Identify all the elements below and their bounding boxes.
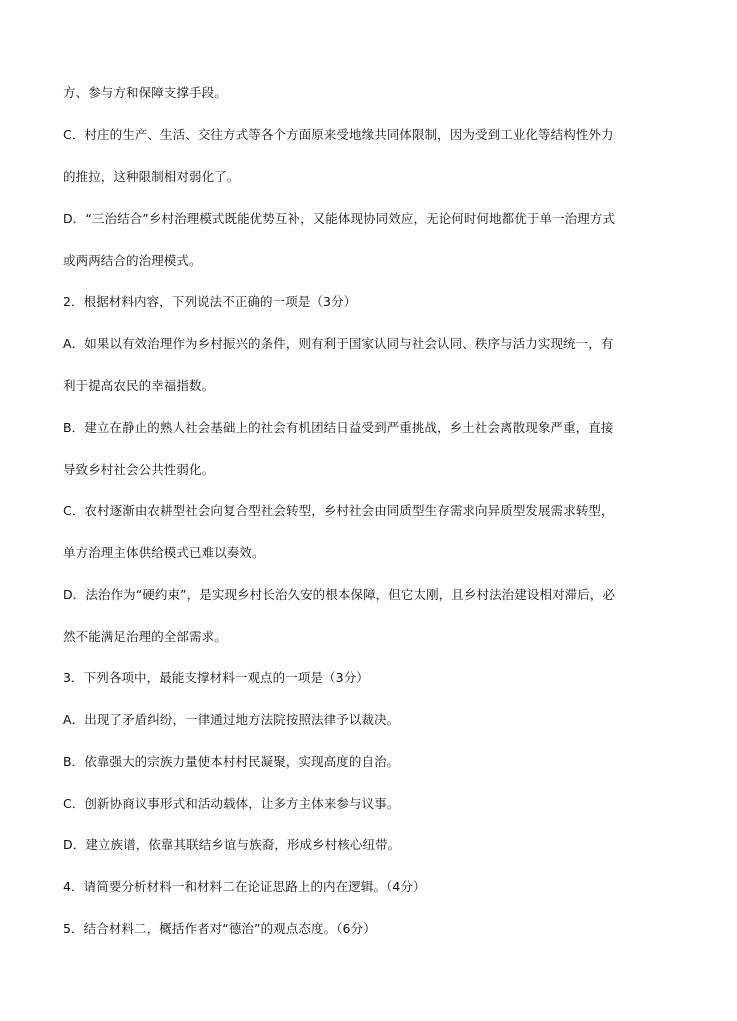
text-line: 导致乡村社会公共性弱化。 <box>63 462 215 477</box>
option-b-q3: B．依靠强大的宗族力量使本村村民凝聚，实现高度的自治。 <box>63 754 400 769</box>
question-4: 4．请简要分析材料一和材料二在论证思路上的内在逻辑。（4分） <box>63 879 426 894</box>
question-3: 3．下列各项中，最能支撑材料一观点的一项是（3分） <box>63 670 369 685</box>
text-line: 单方治理主体供给模式已难以奏效。 <box>63 545 265 560</box>
option-b-q2: B．建立在静止的熟人社会基础上的社会有机团结日益受到严重挑战，乡土社会离散现象严重，直接 <box>63 420 614 435</box>
option-d-q1: D．“三治结合”乡村治理模式既能优势互补，又能体现协同效应，无论何时何地都优于单一治理方式 <box>63 211 616 226</box>
option-c-q1: C．村庄的生产、生活、交往方式等各个方面原来受地缘共同体限制，因为受到工业化等结构性外力 <box>63 127 614 142</box>
question-5: 5．结合材料二，概括作者对“德治”的观点态度。（6分） <box>63 921 376 936</box>
option-a-q2: A．如果以有效治理作为乡村振兴的条件，则有利于国家认同与社会认同、秩序与活力实现统一，有 <box>63 336 614 351</box>
option-d-q3: D．建立族谱，依靠其联结乡谊与族裔，形成乡村核心纽带。 <box>63 837 401 852</box>
option-c-q3: C．创新协商议事形式和活动载体，让多方主体来参与议事。 <box>63 796 400 811</box>
option-a-q3: A．出现了矛盾纠纷，一律通过地方法院按照法律予以裁决。 <box>63 712 400 727</box>
text-line: 或两两结合的治理模式。 <box>63 253 202 268</box>
text-line: 利于提高农民的幸福指数。 <box>63 378 215 393</box>
text-line: 的推拉，这种限制相对弱化了。 <box>63 169 240 184</box>
option-d-q2: D．法治作为“硬约束”，是实现乡村长治久安的根本保障，但它太刚，且乡村法治建设相对滞后，必 <box>63 587 616 602</box>
text-line: 然不能满足治理的全部需求。 <box>63 629 227 644</box>
question-2: 2．根据材料内容，下列说法不正确的一项是（3分） <box>63 294 357 309</box>
text-line: 方、参与方和保障支撑手段。 <box>63 85 227 100</box>
option-c-q2: C．农村逐渐由农耕型社会向复合型社会转型，乡村社会由同质型生存需求向异质型发展需求转型， <box>63 503 614 518</box>
